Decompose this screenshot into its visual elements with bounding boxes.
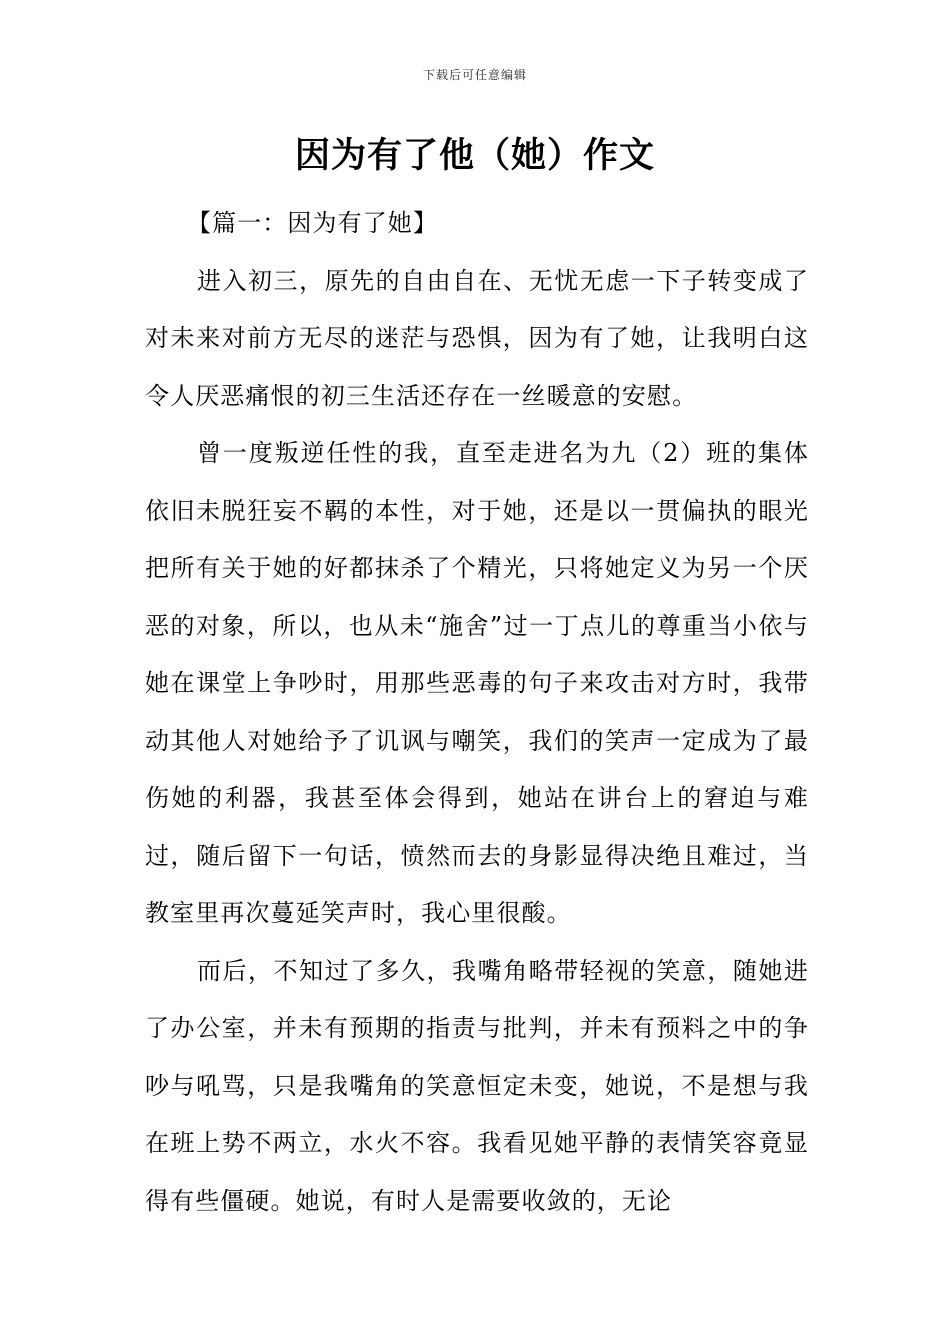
document-body — [145, 195, 809, 1230]
paragraph-3: 而后，不知过了多久，我嘴角略带轻视的笑意，随她进了办公室，并未有预期的指责与批判，并未有预料之中的争吵与吼骂，只是我嘴角的笑意恒定未变，她说，不是想与我在班上势不两立，水火不容。我看见她平静的表情笑容竟显得有些僵硬。她说，有时人是需要收敛的，无论 — [145, 956, 809, 1215]
document-title: 因为有了他（她）作文 — [294, 136, 655, 176]
paragraph-1: 进入初三，原先的自由自在、无忧无虑一下子转变成了对未来对前方无尽的迷茫与恐惧，因为有了她，让我明白这令人厌恶痛恨的初三生活还存在一丝暖意的安慰。 — [145, 266, 809, 410]
paragraph-2: 曾一度叛逆任性的我，直至走进名为九（2）班的集体依旧未脱狂妄不羁的本性，对于她，还是以一贯偏执的眼光把所有关于她的好都抹杀了个精光，只将她定义为另一个厌恶的对象，所以，也从未“施舍”过一丁点儿的尊重当小依与她在课堂上争吵时，用那些恶毒的句子来攻击对方时，我带动其他人对她给予了讥讽与嘲笑，我们的笑声一定成为了最伤她的利器，我甚至体会得到，她站在讲台上的窘迫与难过，随后留下一句话，愤然而去的身影显得决绝且难过，当教室里再次蔓延笑声时，我心里很酸。 — [145, 439, 809, 927]
header-note: 下载后可任意编辑 — [422, 68, 527, 82]
section-heading: 【篇一：因为有了她】 — [187, 209, 438, 237]
